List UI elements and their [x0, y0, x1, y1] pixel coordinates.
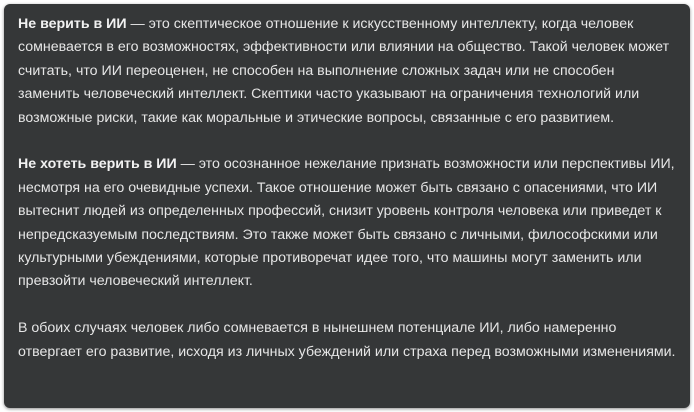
term-unwillingness: Не хотеть верить в ИИ	[18, 156, 177, 173]
paragraph-unwillingness-text: — это осознанное нежелание признать возможности или перспективы ИИ, несмотря на его очевидные успехи. Такое отношение может быть связано с опасениями, что ИИ вытеснит людей из определенных профессий, снизит уровень контроля человека или приведет к непредсказуемым последствиям. Это также может быть связано с личными, философскими или культурными убеждениями, которые противоречат идее того, что машины могут заменить или превзойти человеческий интеллект.	[18, 156, 675, 290]
paragraph-disbelief	[18, 13, 680, 130]
paragraph-conclusion-text: В обоих случаях человек либо сомневается в нынешнем потенциале ИИ, либо намеренно отвергает его развитие, исходя из личных убеждений или страха перед возможными изменениями.	[18, 320, 676, 360]
paragraph-unwillingness	[18, 153, 680, 293]
message-panel	[4, 4, 690, 408]
paragraph-conclusion	[18, 317, 680, 364]
paragraph-disbelief-text: — это скептическое отношение к искусственному интеллекту, когда человек сомневается в его возможностях, эффективности или влиянии на общество. Такой человек может считать, что ИИ переоценен, не способен на выполнение сложных задач или не способен заменить человеческий интеллект. Скептики часто указывают на ограничения технологий или возможные риски, такие как моральные и этические вопросы, связанные с его развитием.	[18, 16, 670, 126]
term-disbelief: Не верить в ИИ	[18, 16, 127, 32]
